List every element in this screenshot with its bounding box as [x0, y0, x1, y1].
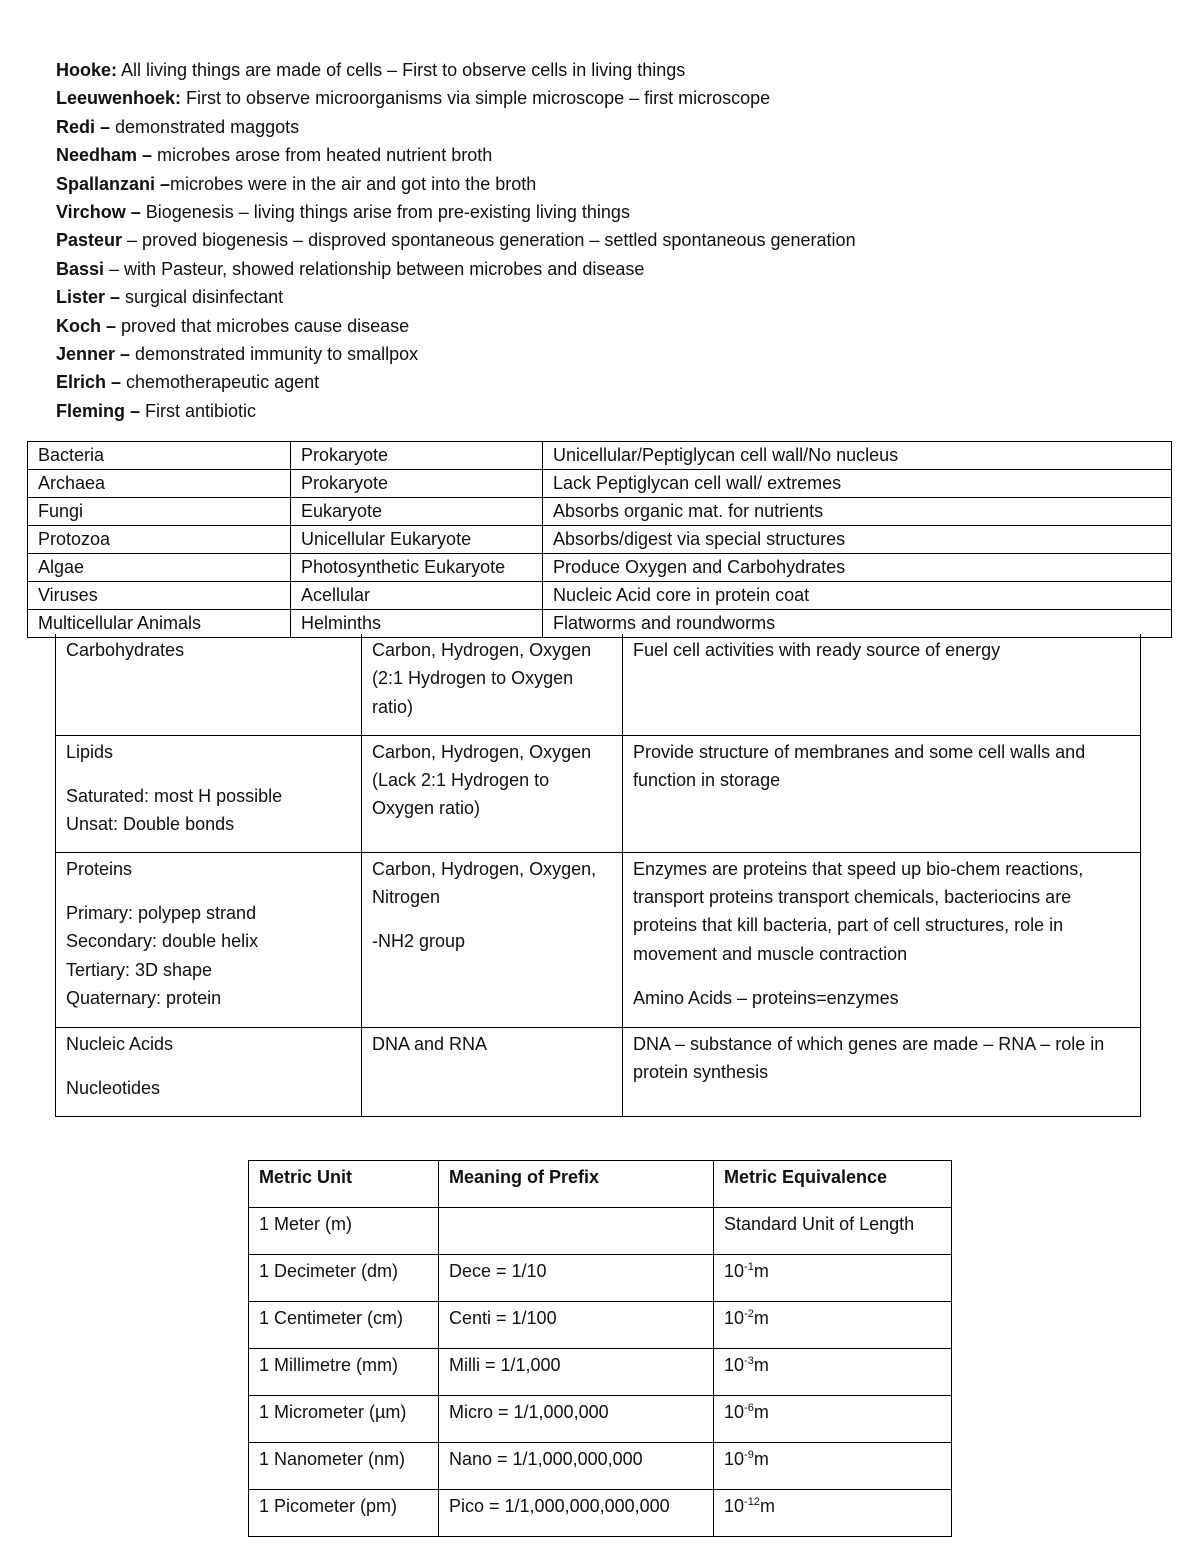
molecule-subtype: Quaternary: protein [66, 988, 222, 1009]
unit-cell: 1 Meter (m) [249, 1208, 439, 1255]
scientist-line [56, 56, 1156, 84]
equivalence-cell [714, 1208, 952, 1255]
equivalence-base: 10 [724, 1261, 745, 1281]
scientist-name: Virchow – [56, 201, 141, 222]
molecule-note: Amino Acids – proteins=enzymes [633, 988, 899, 1009]
table-cell: Photosynthetic Eukaryote [291, 554, 543, 582]
scientist-contribution: – proved biogenesis – disproved spontaneous generation – settled spontaneous generation [122, 230, 856, 251]
table-row [56, 634, 1141, 735]
unit-cell: 1 Picometer (pm) [249, 1490, 439, 1537]
table-row [28, 498, 1172, 526]
table-cell [623, 735, 1141, 852]
table-cell: Eukaryote [291, 498, 543, 526]
table-row [249, 1255, 952, 1302]
scientist-name: Hooke: [56, 60, 118, 80]
scientist-line [56, 226, 1156, 254]
table-cell: Fungi [28, 498, 291, 526]
scientists-list [56, 56, 1156, 425]
table-cell [56, 634, 362, 735]
scientist-line [56, 312, 1156, 340]
scientist-line [56, 113, 1156, 141]
equivalence-suffix: m [759, 1496, 775, 1516]
scientist-name: Leeuwenhoek: [56, 88, 182, 109]
table-cell: Prokaryote [291, 442, 543, 470]
molecule-name: Nucleic Acids [66, 1033, 174, 1054]
scientist-name: Redi – [56, 116, 111, 137]
table-cell [56, 1027, 362, 1116]
table-cell [623, 1027, 1141, 1116]
equivalence-cell [714, 1302, 952, 1349]
equivalence-exponent: -3 [744, 1355, 754, 1367]
table-cell [56, 735, 362, 852]
molecule-subtype: Unsat: Double bonds [66, 814, 235, 835]
molecule-elements: DNA and RNA [372, 1033, 488, 1054]
scientist-line [56, 397, 1156, 425]
column-header: Meaning of Prefix [439, 1161, 714, 1208]
scientist-contribution: demonstrated immunity to smallpox [130, 343, 419, 364]
column-header: Metric Unit [249, 1161, 439, 1208]
table-row [249, 1443, 952, 1490]
equivalence-suffix: m [753, 1261, 769, 1281]
prefix-cell: Nano = 1/1,000,000,000 [439, 1443, 714, 1490]
table-cell [362, 852, 623, 1027]
table-cell: Absorbs organic mat. for nutrients [543, 498, 1172, 526]
table-cell: Algae [28, 554, 291, 582]
metric-units-table [248, 1160, 952, 1537]
scientist-contribution: – with Pasteur, showed relationship between microbes and disease [104, 258, 645, 279]
scientist-contribution: First antibiotic [140, 400, 257, 421]
scientist-contribution: All living things are made of cells – First to observe cells in living things [117, 60, 686, 80]
scientist-contribution: demonstrated maggots [110, 116, 300, 137]
molecule-function: DNA – substance of which genes are made – RNA – role in protein synthesis [633, 1033, 1105, 1082]
molecule-group: -NH2 group [372, 931, 466, 952]
table-cell: Multicellular Animals [28, 610, 291, 638]
table-cell: Prokaryote [291, 470, 543, 498]
equivalence-suffix: m [753, 1449, 769, 1469]
scientist-contribution: chemotherapeutic agent [121, 372, 320, 393]
scientist-name: Jenner – [56, 343, 131, 364]
molecule-function: Provide structure of membranes and some cell walls and function in storage [633, 741, 1086, 790]
table-row [56, 1027, 1141, 1116]
column-header: Metric Equivalence [714, 1161, 952, 1208]
equivalence-cell [714, 1396, 952, 1443]
scientist-line [56, 198, 1156, 226]
table-row [28, 442, 1172, 470]
prefix-cell: Milli = 1/1,000 [439, 1349, 714, 1396]
equivalence-exponent: -2 [744, 1308, 754, 1320]
scientist-line [56, 368, 1156, 396]
table-cell [362, 735, 623, 852]
scientist-line [56, 141, 1156, 169]
scientist-contribution: First to observe microorganisms via simple microscope – first microscope [181, 88, 771, 109]
equivalence-cell [714, 1255, 952, 1302]
equivalence-cell [714, 1443, 952, 1490]
table-row [28, 554, 1172, 582]
table-row [56, 852, 1141, 1027]
table-row [249, 1396, 952, 1443]
table-row [56, 735, 1141, 852]
scientist-line [56, 340, 1156, 368]
scientist-line [56, 84, 1156, 112]
molecule-name: Carbohydrates [66, 640, 185, 660]
scientist-name: Pasteur [56, 230, 123, 251]
table-cell [56, 852, 362, 1027]
molecule-elements: Carbon, Hydrogen, Oxygen, Nitrogen [372, 858, 597, 907]
unit-cell: 1 Micrometer (µm) [249, 1396, 439, 1443]
scientist-name: Needham – [56, 145, 153, 166]
molecule-subtype: Primary: polypep strand [66, 902, 257, 923]
organisms-table [27, 441, 1172, 638]
molecule-function: Fuel cell activities with ready source of energy [633, 640, 1001, 660]
table-cell: Helminths [291, 610, 543, 638]
scientist-line [56, 283, 1156, 311]
prefix-cell [439, 1208, 714, 1255]
prefix-cell: Micro = 1/1,000,000 [439, 1396, 714, 1443]
scientist-contribution: microbes arose from heated nutrient broth [152, 145, 493, 166]
molecule-subtype: Saturated: most H possible [66, 785, 283, 806]
molecule-name: Lipids [66, 741, 114, 762]
molecule-subtype: Tertiary: 3D shape [66, 959, 213, 980]
table-cell: Lack Peptiglycan cell wall/ extremes [543, 470, 1172, 498]
table-row [28, 470, 1172, 498]
molecule-elements: Carbon, Hydrogen, Oxygen (Lack 2:1 Hydrogen to Oxygen ratio) [372, 741, 592, 819]
scientist-line [56, 255, 1156, 283]
table-row [28, 526, 1172, 554]
scientist-name: Fleming – [56, 400, 141, 421]
equivalence-base: 10 [724, 1355, 745, 1375]
scientist-name: Lister – [56, 287, 121, 308]
equivalence-suffix: m [753, 1355, 769, 1375]
table-row [28, 582, 1172, 610]
prefix-cell: Centi = 1/100 [439, 1302, 714, 1349]
equivalence-exponent: -6 [744, 1402, 754, 1414]
scientist-contribution: proved that microbes cause disease [116, 315, 410, 336]
table-cell: Bacteria [28, 442, 291, 470]
table-cell: Protozoa [28, 526, 291, 554]
equivalence-cell [714, 1490, 952, 1537]
table-row [249, 1490, 952, 1537]
unit-cell: 1 Nanometer (nm) [249, 1443, 439, 1490]
table-cell: Acellular [291, 582, 543, 610]
equivalence-base: 10 [724, 1449, 745, 1469]
table-row [249, 1302, 952, 1349]
equivalence-exponent: -9 [744, 1449, 754, 1461]
prefix-cell: Dece = 1/10 [439, 1255, 714, 1302]
table-cell [362, 1027, 623, 1116]
table-cell [623, 852, 1141, 1027]
table-cell: Archaea [28, 470, 291, 498]
macromolecules-table [55, 634, 1141, 1117]
table-header-row [249, 1161, 952, 1208]
scientist-name: Koch – [56, 315, 117, 336]
scientist-contribution: microbes were in the air and got into the broth [170, 173, 537, 194]
equivalence-base: 10 [724, 1402, 745, 1422]
scientist-name: Spallanzani – [56, 173, 171, 194]
equivalence-suffix: m [753, 1402, 769, 1422]
table-cell: Viruses [28, 582, 291, 610]
table-row [249, 1208, 952, 1255]
table-row [249, 1349, 952, 1396]
molecule-subtype: Nucleotides [66, 1077, 161, 1098]
table-cell [362, 634, 623, 735]
unit-cell: 1 Centimeter (cm) [249, 1302, 439, 1349]
unit-cell: 1 Millimetre (mm) [249, 1349, 439, 1396]
scientist-name: Elrich – [56, 372, 122, 393]
table-cell [623, 634, 1141, 735]
equivalence-base: 10 [724, 1308, 745, 1328]
table-cell: Flatworms and roundworms [543, 610, 1172, 638]
molecule-elements: Carbon, Hydrogen, Oxygen (2:1 Hydrogen to Oxygen ratio) [372, 640, 592, 717]
scientist-contribution: Biogenesis – living things arise from pre-existing living things [140, 201, 630, 222]
molecule-subtype: Secondary: double helix [66, 931, 259, 952]
unit-cell: 1 Decimeter (dm) [249, 1255, 439, 1302]
equivalence-exponent: -12 [744, 1496, 760, 1508]
scientist-name: Bassi [56, 258, 105, 279]
equivalence-base: Standard Unit of Length [724, 1214, 915, 1234]
scientist-line [56, 170, 1156, 198]
molecule-name: Proteins [66, 858, 133, 879]
table-cell: Unicellular Eukaryote [291, 526, 543, 554]
table-cell: Produce Oxygen and Carbohydrates [543, 554, 1172, 582]
table-cell: Absorbs/digest via special structures [543, 526, 1172, 554]
equivalence-cell [714, 1349, 952, 1396]
equivalence-base: 10 [724, 1496, 745, 1516]
prefix-cell: Pico = 1/1,000,000,000,000 [439, 1490, 714, 1537]
table-cell: Nucleic Acid core in protein coat [543, 582, 1172, 610]
scientist-contribution: surgical disinfectant [120, 287, 284, 308]
table-cell: Unicellular/Peptiglycan cell wall/No nucleus [543, 442, 1172, 470]
equivalence-suffix: m [753, 1308, 769, 1328]
equivalence-exponent: -1 [744, 1261, 754, 1273]
molecule-function: Enzymes are proteins that speed up bio-chem reactions, transport proteins transport chemicals, bacteriocins are proteins that kill bacteria, part of cell structures, role in movement and muscle contraction [633, 858, 1084, 964]
